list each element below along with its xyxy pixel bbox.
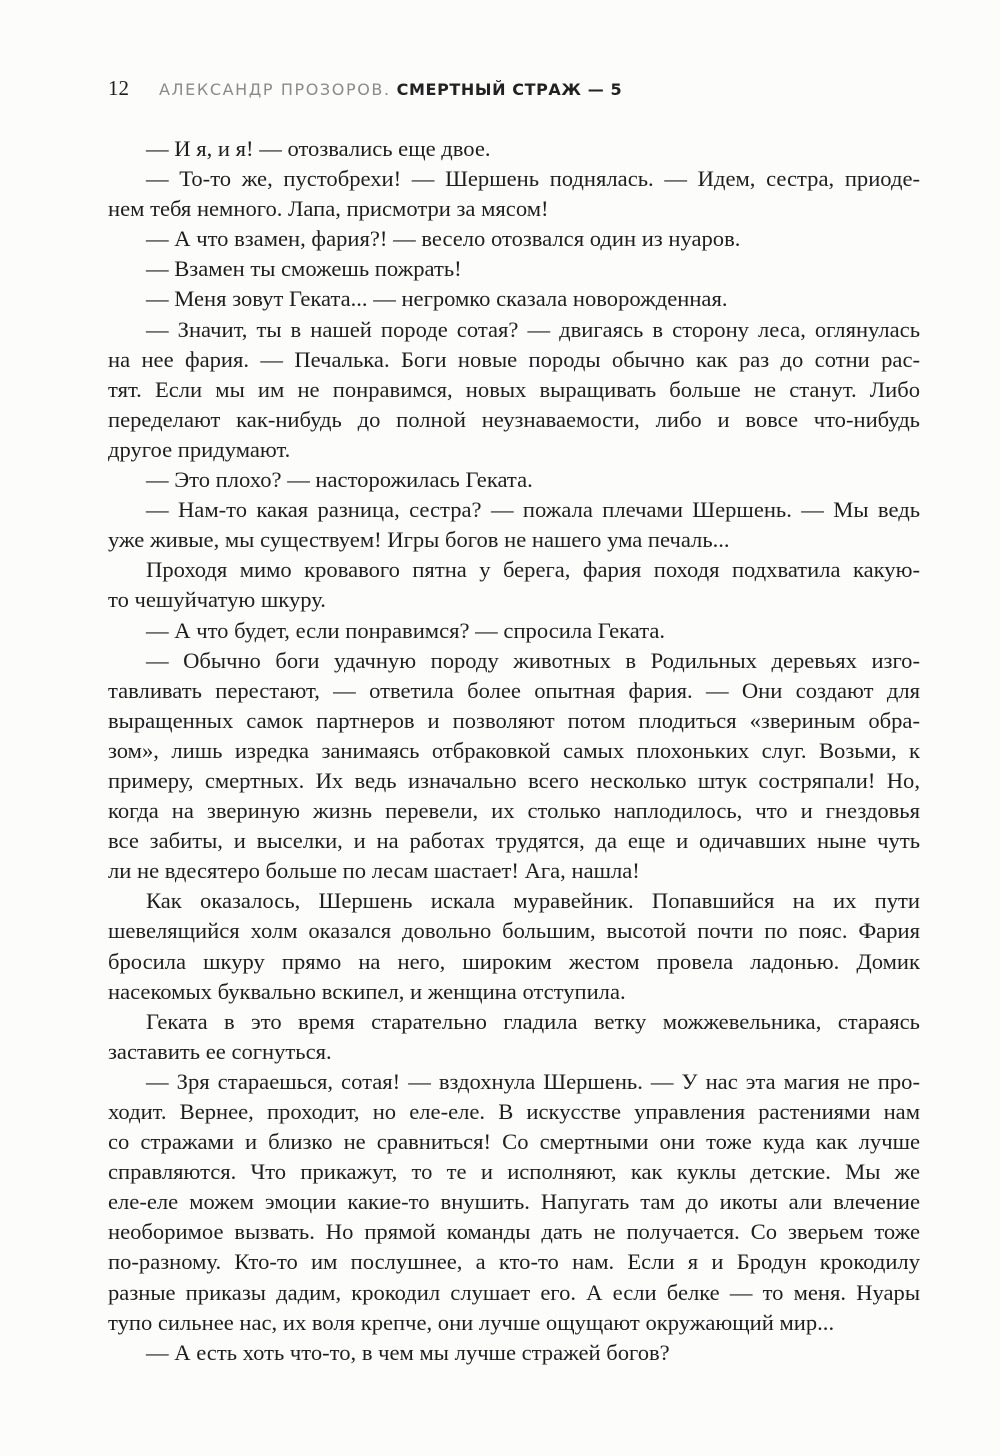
- text-line: — Значит, ты в нашей породе сотая? — двигаясь в сторону леса, оглянулась: [146, 316, 920, 342]
- text-line: — Обычно боги удачную породу животных в Родильных деревьях изго-: [146, 647, 920, 673]
- text-line: Как оказалось, Шершень искала муравейник. Попавшийся на их пути: [146, 888, 920, 914]
- text-line: когда на звериную жизнь перевели, их столько наплодилось, что и гнездовья: [108, 798, 920, 824]
- text-line: по-разному. Кто-то им послушнее, а кто-то нам. Если я и Бродун крокодилу: [108, 1249, 920, 1275]
- text-line: тят. Если мы им не понравимся, новых выращивать больше не станут. Либо: [108, 376, 920, 402]
- paragraph: [108, 465, 920, 495]
- page-body-text: [108, 134, 920, 1368]
- text-line: бросила шкуру прямо на него, широким жестом провела ладонью. Домик: [108, 948, 920, 974]
- text-line: — Зря стараешься, сотая! — вздохнула Шершень. — У нас эта магия не про-: [146, 1068, 920, 1094]
- page-number: 12: [108, 76, 129, 100]
- text-line: необоримое вызвать. Но прямой команды дать не получается. Со зверьем тоже: [108, 1219, 920, 1245]
- text-line: со стражами и близко не сравниться! Со смертными они тоже куда как лучше: [108, 1129, 920, 1155]
- author-name: АЛЕКСАНДР ПРОЗОРОВ.: [159, 80, 391, 99]
- text-line: ли не вдесятеро больше по лесам шастает! Ага, нашла!: [108, 858, 640, 884]
- text-line: насекомых буквально вскипел, и женщина отступила.: [108, 978, 626, 1004]
- text-line: тавливать перестают, — ответила более опытная фария. — Они создают для: [108, 677, 920, 703]
- paragraph: [108, 495, 920, 555]
- paragraph: [108, 1338, 920, 1368]
- paragraph: [108, 134, 920, 164]
- text-line: — То-то же, пустобрехи! — Шершень поднялась. — Идем, сестра, приоде-: [146, 166, 920, 192]
- paragraph: [108, 224, 920, 254]
- text-line: шевелящийся холм оказался довольно большим, высотой почти по пояс. Фария: [108, 918, 920, 944]
- paragraph: [108, 886, 920, 1006]
- text-line: то чешуйчатую шкуру.: [108, 587, 326, 613]
- paragraph: [108, 555, 920, 615]
- text-line: Геката в это время старательно гладила ветку можжевельника, стараясь: [146, 1008, 920, 1034]
- paragraph: [108, 164, 920, 224]
- paragraph: [108, 1067, 920, 1338]
- text-line: — А что будет, если понравимся? — спросила Геката.: [146, 617, 666, 643]
- text-line: примеру, смертных. Их ведь изначально всего несколько штук состряпали! Но,: [108, 767, 920, 793]
- text-line: другое придумают.: [108, 436, 291, 462]
- running-header: [108, 76, 622, 106]
- text-line: — Взамен ты сможешь пожрать!: [146, 256, 462, 282]
- text-line: ходит. Вернее, проходит, но еле-еле. В искусстве управления растениями нам: [108, 1099, 920, 1124]
- paragraph: [108, 315, 920, 465]
- text-line: — И я, и я! — отозвались еще двое.: [146, 136, 491, 161]
- paragraph: [108, 1007, 920, 1067]
- paragraph: [108, 616, 920, 646]
- text-line: — Меня зовут Геката... — негромко сказала новорожденная.: [146, 286, 728, 312]
- text-line: зом», лишь изредка занимаясь отбраковкой самых плохоньких слуг. Возьми, к: [108, 737, 920, 763]
- book-title: СМЕРТНЫЙ СТРАЖ — 5: [396, 80, 623, 99]
- text-line: уже живые, мы существуем! Игры богов не нашего ума печаль...: [108, 527, 730, 553]
- text-line: еле-еле можем эмоции какие-то внушить. Напугать там до икоты али влечение: [108, 1189, 920, 1215]
- text-line: на нее фария. — Печалька. Боги новые породы обычно как раз до сотни рас-: [108, 346, 920, 372]
- text-line: — А что взамен, фария?! — весело отозвался один из нуаров.: [146, 226, 741, 252]
- text-line: — Нам-то какая разница, сестра? — пожала плечами Шершень. — Мы ведь: [146, 497, 920, 523]
- text-line: Проходя мимо кровавого пятна у берега, фария походя подхватила какую-: [146, 557, 920, 583]
- paragraph: [108, 646, 920, 887]
- text-line: все забиты, и выселки, и на работах трудятся, да еще и одичавших ныне чуть: [108, 828, 920, 854]
- text-line: нем тебя немного. Лапа, присмотри за мясом!: [108, 196, 549, 222]
- text-line: — А есть хоть что-то, в чем мы лучше стражей богов?: [146, 1339, 670, 1365]
- text-line: выращенных самок партнеров и позволяют потом плодиться «звериным обра-: [108, 707, 920, 733]
- text-line: разные приказы дадим, крокодил слушает его. А если белке — то меня. Нуары: [108, 1279, 920, 1305]
- text-line: тупо сильнее нас, их воля крепче, они лучше ощущают окружающий мир...: [108, 1309, 835, 1335]
- text-line: справляются. Что прикажут, то те и исполняют, как куклы детские. Мы же: [108, 1159, 920, 1185]
- paragraph: [108, 254, 920, 284]
- paragraph: [108, 284, 920, 314]
- text-line: — Это плохо? — насторожилась Геката.: [146, 467, 533, 493]
- text-line: переделают как-нибудь до полной неузнаваемости, либо и вовсе что-нибудь: [108, 406, 920, 432]
- text-line: заставить ее согнуться.: [108, 1038, 332, 1064]
